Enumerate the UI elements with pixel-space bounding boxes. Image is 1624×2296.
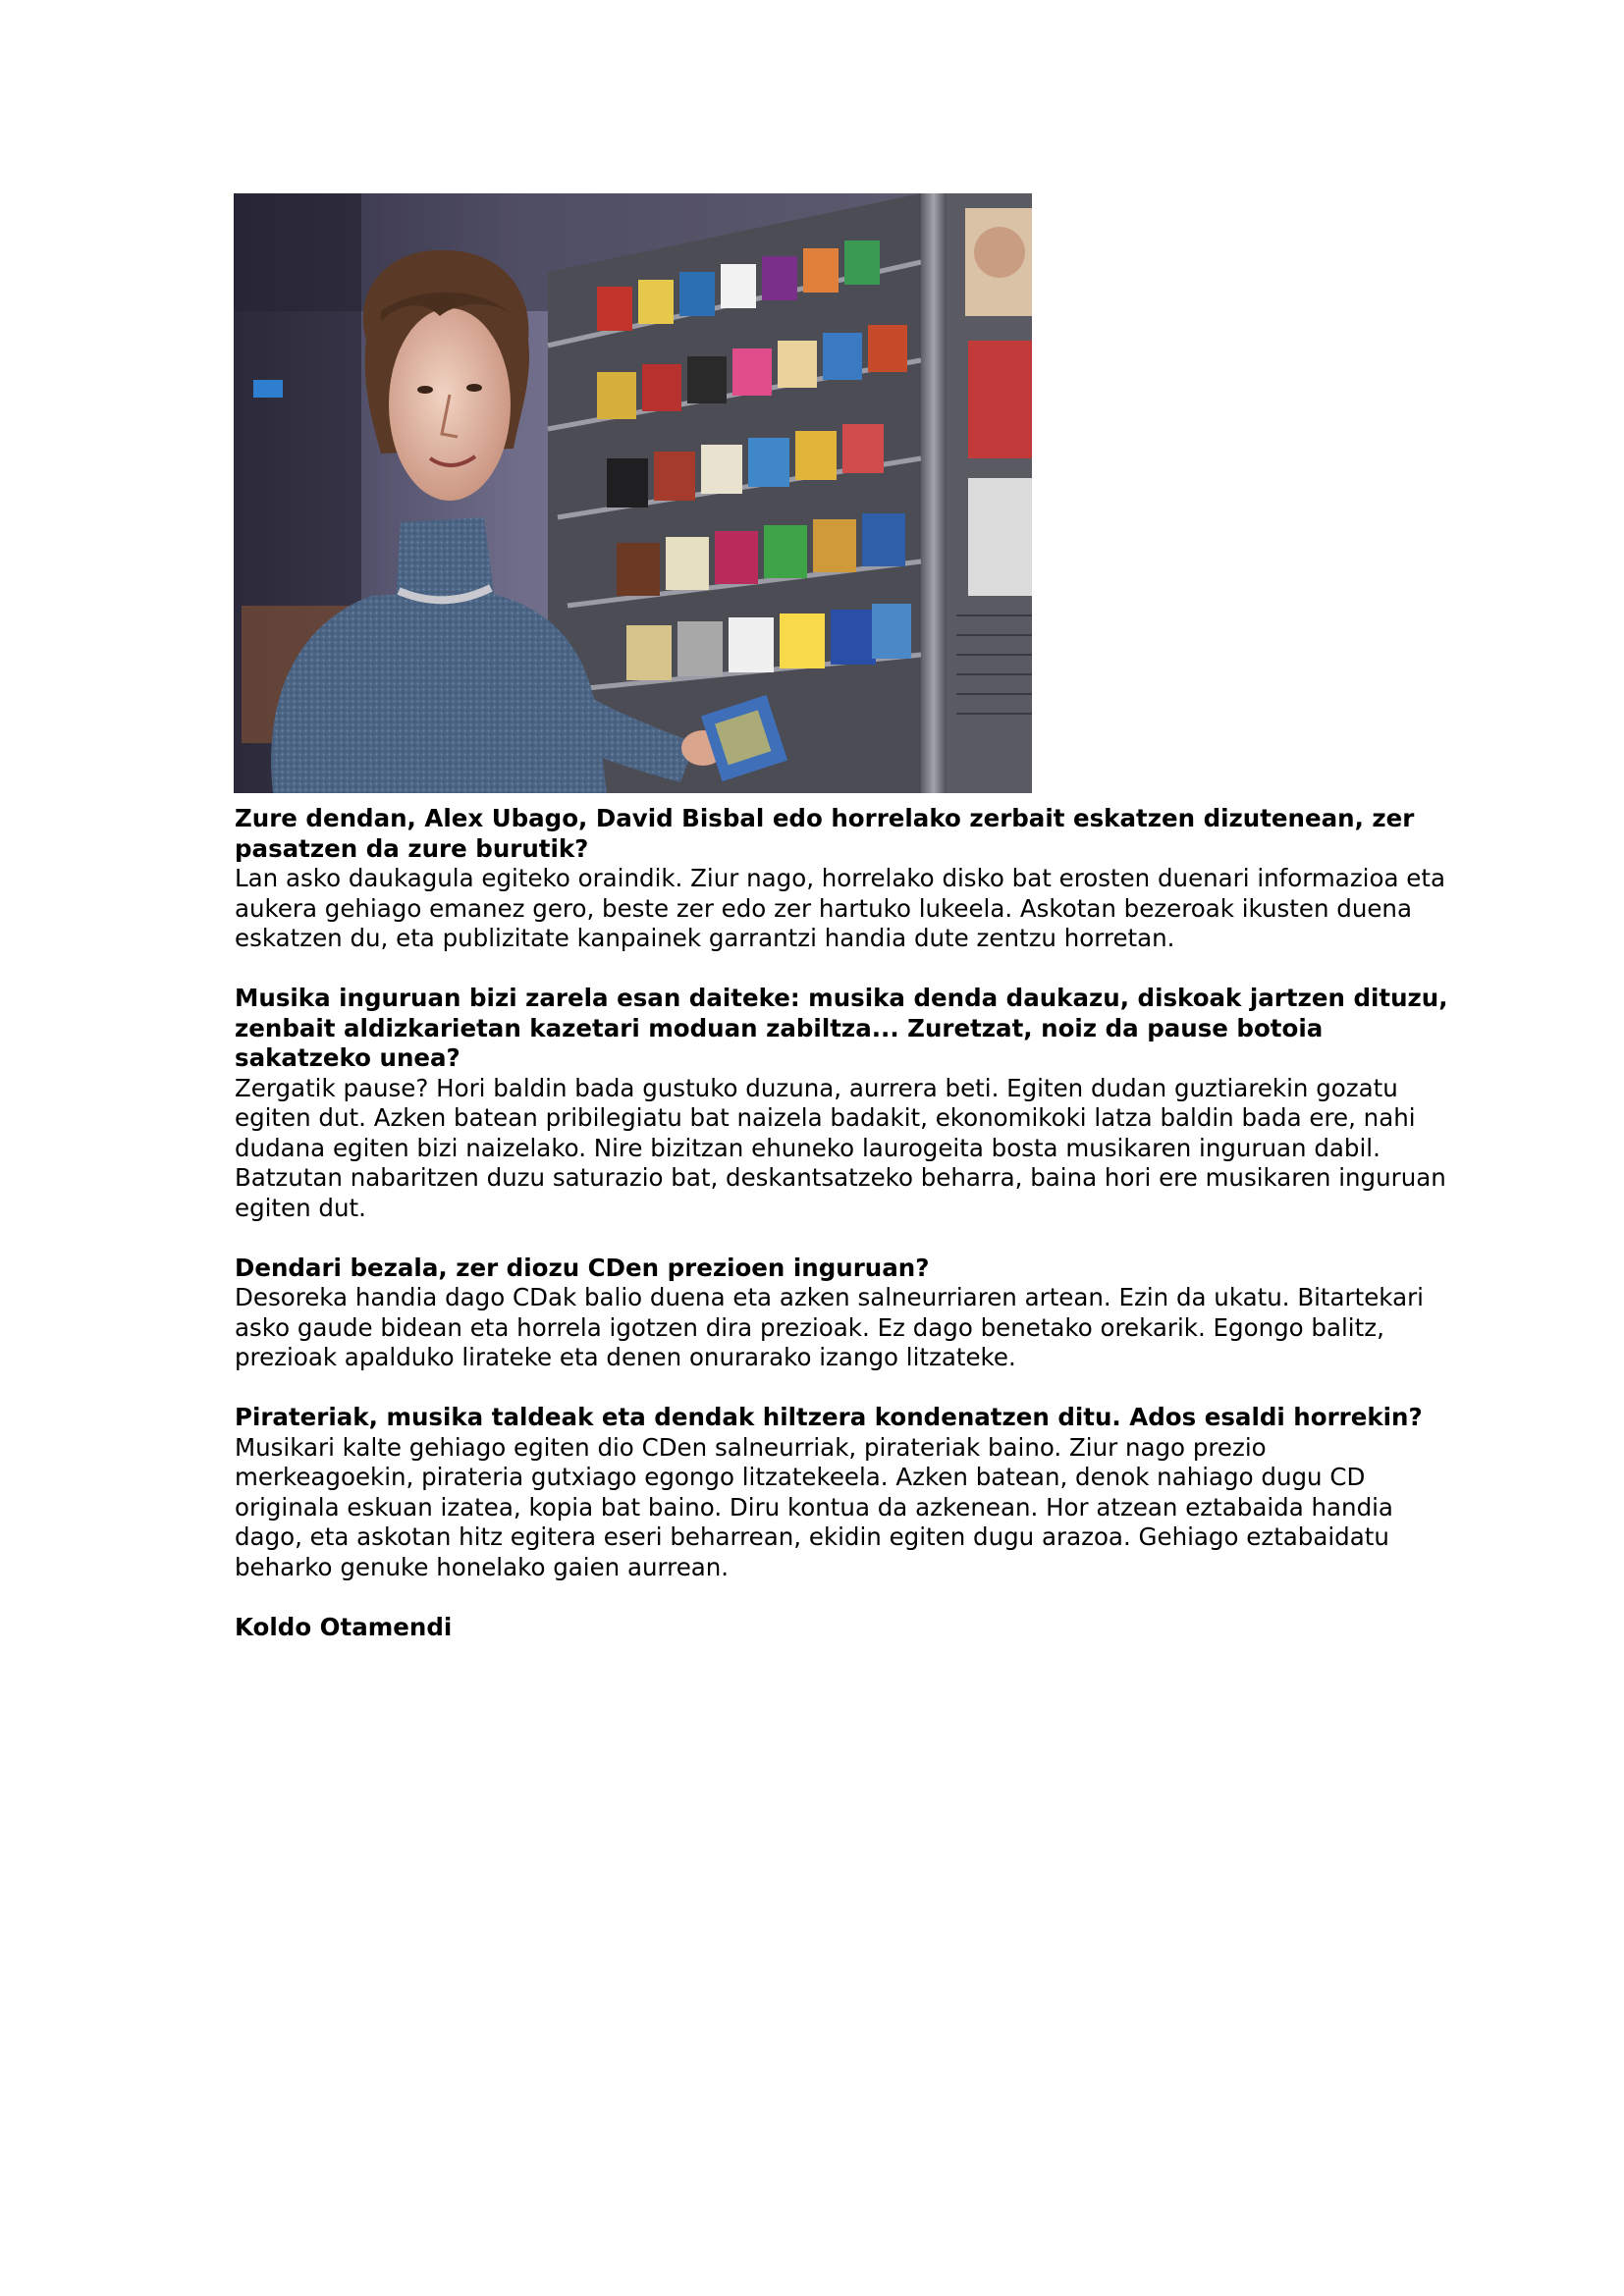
question: Zure dendan, Alex Ubago, David Bisbal edo horrelako zerbait eskatzen dizutenean, zer pasatzen da zure burutik? xyxy=(235,804,1415,863)
answer: Desoreka handia dago CDak balio duena eta azken salneurriaren artean. Ezin da ukatu. Bitartekari asko gaude bidean eta horrela igotzen dira prezioak. Ez dago benetako orekarik. Egongo balitz, prezioak apalduko lirateke eta denen onurarako izango litzateke. xyxy=(235,1283,1424,1371)
answer: Zergatik pause? Hori baldin bada gustuko duzuna, aurrera beti. Egiten dudan guztiarekin gozatu egiten dut. Azken batean pribilegiatu bat naizela badakit, ekonomikoki latza baldin bada ere, nahi dudana egiten bizi naizelako. Nire bizitzan ehuneko laurogeita bosta musikaren inguruan dabil. Batzutan nabaritzen duzu saturazio bat, deskantsatzeko beharra, baina hori ere musikaren inguruan egiten dut. xyxy=(235,1073,1446,1222)
qa-block xyxy=(235,984,1452,1223)
qa-block xyxy=(235,1403,1452,1582)
interview-article xyxy=(235,804,1452,1642)
question: Pirateriak, musika taldeak eta dendak hiltzera kondenatzen ditu. Ados esaldi horrekin? xyxy=(235,1403,1423,1431)
author-signature: Koldo Otamendi xyxy=(235,1612,453,1641)
interview-photo xyxy=(234,193,1032,793)
qa-block xyxy=(235,804,1452,954)
question: Dendari bezala, zer diozu CDen prezioen inguruan? xyxy=(235,1253,930,1282)
answer: Musikari kalte gehiago egiten dio CDen salneurriak, pirateriak baino. Ziur nago prezio merkeagoekin, pirateria gutxiago egongo litzatekeela. Azken batean, denok nahiago dugu CD originala eskuan izatea, kopia bat baino. Diru kontua da azkenean. Hor atzean eztabaida handia dago, eta askotan hitz egitera eseri beharrean, ekidin egiten dugu arazoa. Gehiago eztabaidatu beharko genuke honelako gaien aurrean. xyxy=(235,1432,1393,1581)
question: Musika inguruan bizi zarela esan daiteke: musika denda daukazu, diskoak jartzen dituzu, zenbait aldizkarietan kazetari moduan zabiltza... Zuretzat, noiz da pause botoia sakatzeko unea? xyxy=(235,984,1448,1072)
qa-block xyxy=(235,1254,1452,1373)
answer: Lan asko daukagula egiteko oraindik. Ziur nago, horrelako disko bat erosten duenari informazioa eta aukera gehiago emanez gero, beste zer edo zer hartuko lukeela. Askotan bezeroak ikusten duena eskatzen du, eta publizitate kanpainek garrantzi handia dute zentzu horretan. xyxy=(235,864,1445,952)
